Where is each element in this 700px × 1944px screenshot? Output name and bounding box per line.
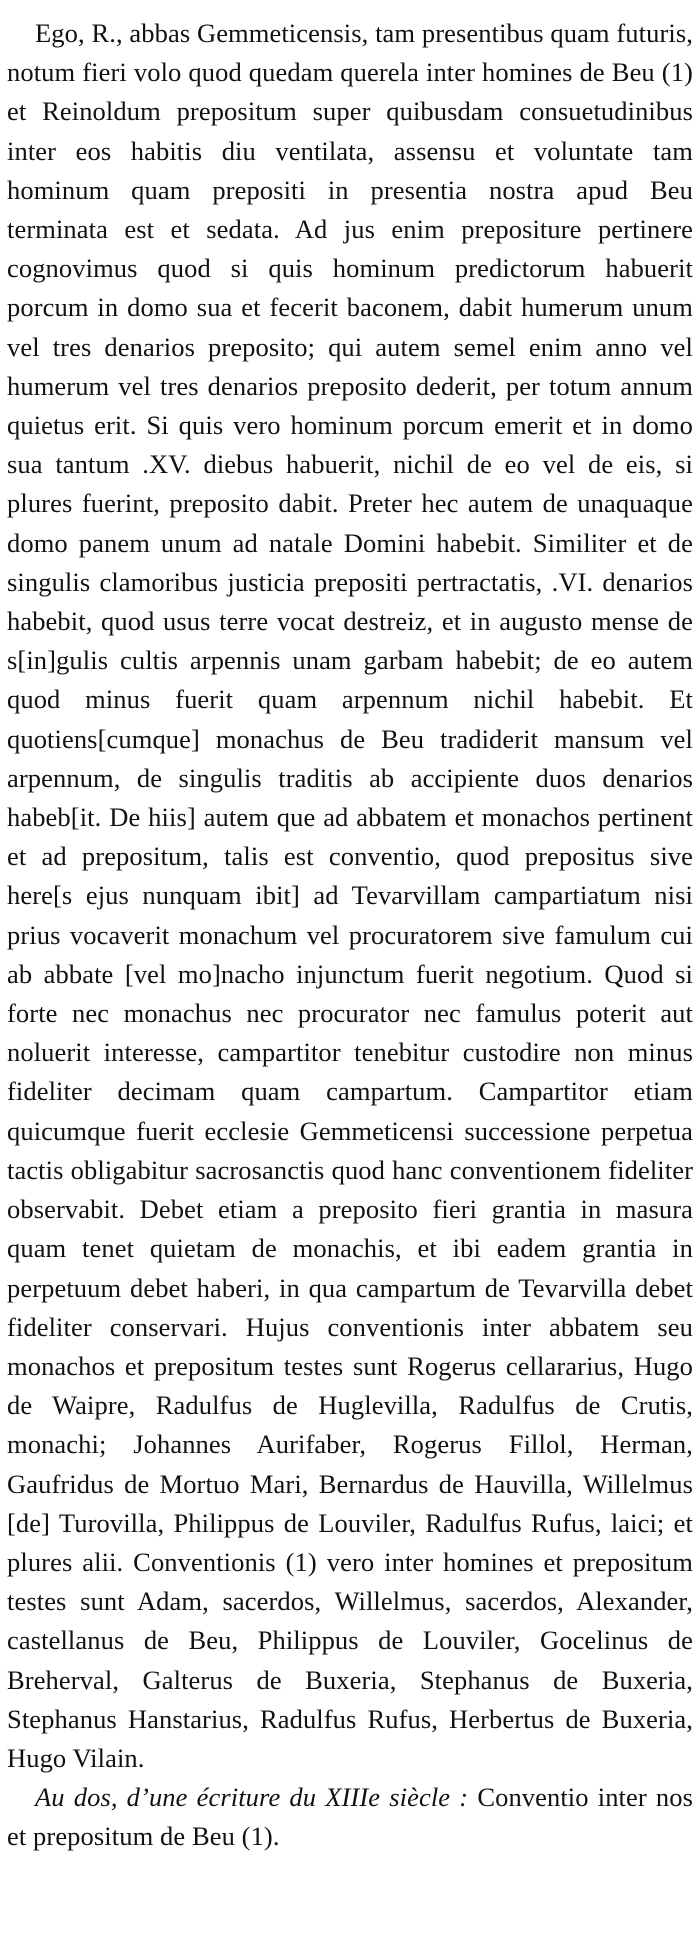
- charter-text: Ego, R., abbas Gemmeticensis, tam presentibus quam futuris, notum fieri volo quod quedam querela inter homines de Beu (1) et Reinoldum prepositum super quibusdam consuetudinibus inter eos habitis diu ventilata, assensu et voluntate tam hominum quam prepositi in presentia nostra apud Beu terminata est et sedata. Ad jus enim prepositure pertinere cognovimus quod si quis hominum predictorum habuerit porcum in domo sua et fecerit baconem, dabit humerum unum vel tres denarios preposito; qui autem semel enim anno vel humerum vel tres denarios preposito dederit, per totum annum quietus erit. Si quis vero hominum porcum emerit et in domo sua tantum .XV. diebus habuerit, nichil de eo vel de eis, si plures fuerint, preposito dabit. Preter hec autem de unaquaque domo panem unum ad natale Domini habebit. Similiter et de singulis clamoribus justicia prepositi pertractatis, .VI. denarios habebit, quod usus terre vocat destreiz, et in augusto mense de s[in]gulis cultis arpennis unam garbam habebit; de eo autem quod minus fuerit quam arpennum nichil habebit. Et quotiens[cumque] monachus de Beu tradiderit mansum vel arpennum, de singulis traditis ab accipiente duos denarios habeb[it. De hiis] autem que ad abbatem et monachos pertinent et ad prepositum, talis est conventio, quod prepositus sive here[s ejus nunquam ibit] ad Tevarvillam campartiatum nisi prius vocaverit monachum vel procuratorem sive famulum cui ab abbate [vel mo]nacho injunctum fuerit negotium. Quod si forte nec monachus nec procurator nec famulus poterit aut noluerit interesse, campartitor tenebitur custodire non minus fideliter decimam quam campartum. Campartitor etiam quicumque fuerit ecclesie Gemmeticensi successione perpetua tactis obligabitur sacrosanctis quod hanc conventionem fideliter observabit. Debet etiam a preposito fieri grantia in masura quam tenet quietam de monachis, et ibi eadem grantia in perpetuum debet haberi, in qua campartum de Tevarvilla debet fideliter conservari. Hujus conventionis inter abbatem seu monachos et prepositum testes sunt Rogerus cellararius, Hugo de Waipre, Radulfus de Huglevilla, Radulfus de Crutis, monachi; Johannes Aurifaber, Rogerus Fillol, Herman, Gaufridus de Mortuo Mari, Bernardus de Hauvilla, Willelmus [de] Turovilla, Philippus de Louviler, Radulfus Rufus, laici; et plures alii. Conventionis (1) vero inter homines et prepositum testes sunt Adam, sacerdos, Willelmus, sacerdos, Alexander, castellanus de Beu, Philippus de Louviler, Gocelinus de Breherval, Galterus de Buxeria, Stephanus de Buxeria, Stephanus Hanstarius, Radulfus Rufus, Herbertus de Buxeria, Hugo Vilain.: [7, 18, 693, 1773]
- document-page: [7, 14, 693, 1857]
- endorsement-text: Conventio inter nos et prepositum de Beu (1).: [7, 1782, 694, 1852]
- endorsement-label: Au dos, d’une écriture du XIIIe siècle :: [35, 1782, 469, 1813]
- endorsement-note: [7, 1778, 693, 1856]
